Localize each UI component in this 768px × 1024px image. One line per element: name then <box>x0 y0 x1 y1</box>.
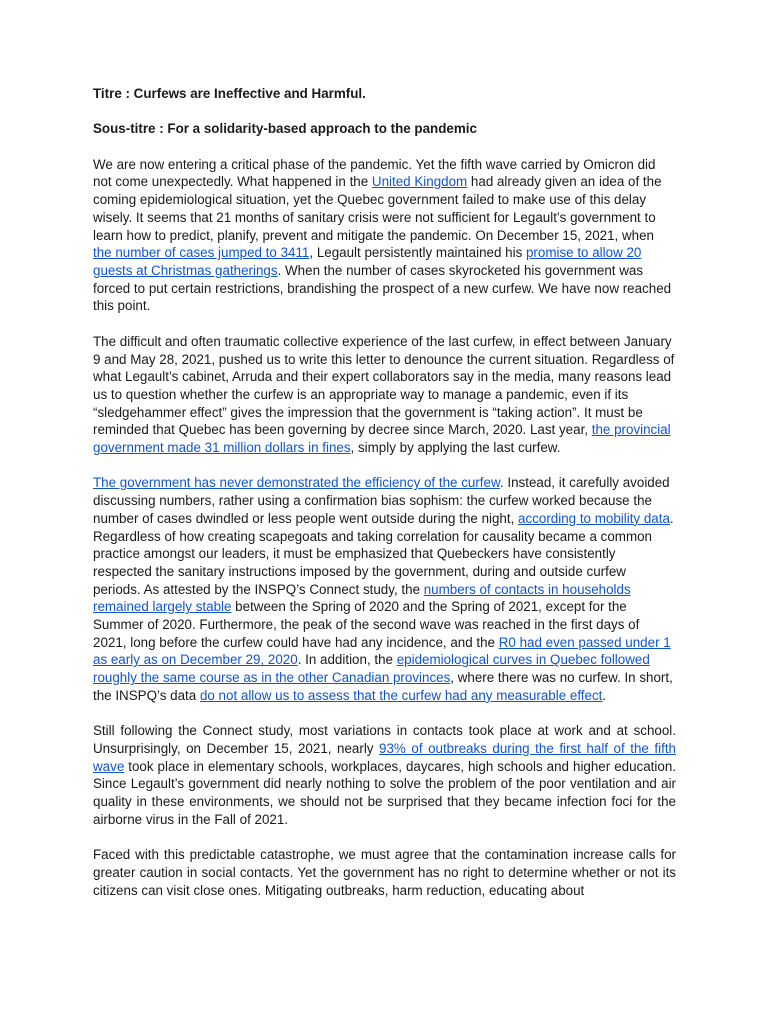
paragraph-text: . Regardless of how creating scapegoats and taking correlation for causality became a common practice amongst our leaders, it must be emphasized that Quebeckers have consistently respected the sanitary instructions imposed by the government, during and outside curfew periods. As attested by the INSPQ’s Connect study, the <box>93 510 674 597</box>
paragraph-text: took place in elementary schools, workplaces, daycares, high schools and higher education. Since Legault’s government did nearly nothing to solve the problem of the poor ventilation and air quality in these environments, we should not be surprised that they became infection foci for the airborne virus in the Fall of 2021. <box>93 758 676 827</box>
paragraph-text: Faced with this predictable catastrophe, we must agree that the contamination increase calls for greater caution in social contacts. Yet the government has no right to determine whether or not its citizens can visit close ones. Mitigating outbreaks, harm reduction, educating about <box>93 847 676 898</box>
paragraph-text: between the Spring of 2020 and the Spring of 2021, except for the Summer of 2020. Furthermore, the peak of the second wave was reached in the first days of 2021, long before the curfew could have had any incidence, and the <box>93 599 640 650</box>
inline-link[interactable]: the provincial government made 31 million dollars in fines <box>93 422 671 456</box>
paragraph-text: , simply by applying the last curfew. <box>350 440 561 456</box>
body-paragraph <box>93 333 676 457</box>
paragraph-text: We are now entering a critical phase of the pandemic. Yet the fifth wave carried by Omicron did not come unexpectedly. What happened in the <box>93 156 656 190</box>
paragraph-text: Still following the Connect study, most variations in contacts took place at work and at school. Unsurprisingly, on December 15, 2021, nearly <box>93 723 676 756</box>
document-title: Titre : Curfews are Ineffective and Harmful. <box>93 86 366 101</box>
paragraph-text: . Instead, it carefully avoided discussing numbers, rather using a confirmation bias sophism: the curfew worked because the number of cases dwindled or less people went outside during the night, <box>93 475 670 526</box>
body-paragraph <box>93 474 676 704</box>
inline-link[interactable]: the number of cases jumped to 3411 <box>93 245 310 261</box>
body-paragraph <box>93 846 676 899</box>
inline-link[interactable]: numbers of contacts in households remained largely stable <box>93 581 631 615</box>
paragraph-text: , where there was no curfew. In short, the INSPQ’s data <box>93 670 673 703</box>
paragraph-text: . <box>602 687 607 703</box>
body-paragraph <box>93 722 676 828</box>
inline-link[interactable]: The government has never demonstrated the efficiency of the curfew <box>93 475 500 491</box>
paragraph-text: had already given an idea of the coming epidemiological situation, yet the Quebec government failed to make use of this delay wisely. It seems that 21 months of sanitary crisis were not sufficient for Legault’s government to learn how to predict, planify, prevent and mitigate the pandemic. On December 15, 2021, when <box>93 174 662 243</box>
inline-link[interactable]: epidemiological curves in Quebec followed roughly the same course as in the other Canadian provinces <box>93 652 650 686</box>
paragraph-text: The difficult and often traumatic collective experience of the last curfew, in effect between January 9 and May 28, 2021, pushed us to write this letter to denounce the current situation. Regardless of what Legault’s cabinet, Arruda and their expert collaborators say in the media, many reasons lead us to question whether the curfew is an appropriate way to manage a pandemic, even if its “sledgehammer effect” gives the impression that the government is “taking action”. It must be reminded that Quebec has been governing by decree since March, 2020. Last year, <box>93 333 675 438</box>
document-subtitle: Sous-titre : For a solidarity-based approach to the pandemic <box>93 121 477 137</box>
paragraph-text: . When the number of cases skyrocketed his government was forced to put certain restrictions, brandishing the prospect of a new curfew. We have now reached this point. <box>93 263 672 314</box>
paragraph-text: , Legault persistently maintained his <box>309 245 526 261</box>
document-body <box>93 156 676 899</box>
inline-link[interactable]: R0 had even passed under 1 as early as on December 29, 2020 <box>93 634 671 668</box>
inline-link[interactable]: United Kingdom <box>371 174 468 190</box>
inline-link[interactable]: according to mobility data <box>518 510 670 526</box>
inline-link[interactable]: do not allow us to assess that the curfew had any measurable effect <box>199 687 603 703</box>
paragraph-text: . In addition, the <box>297 652 397 668</box>
inline-link[interactable]: 93% of outbreaks during the first half of the fifth wave <box>93 740 676 774</box>
body-paragraph <box>93 156 676 315</box>
inline-link[interactable]: promise to allow 20 guests at Christmas gatherings <box>93 245 642 278</box>
